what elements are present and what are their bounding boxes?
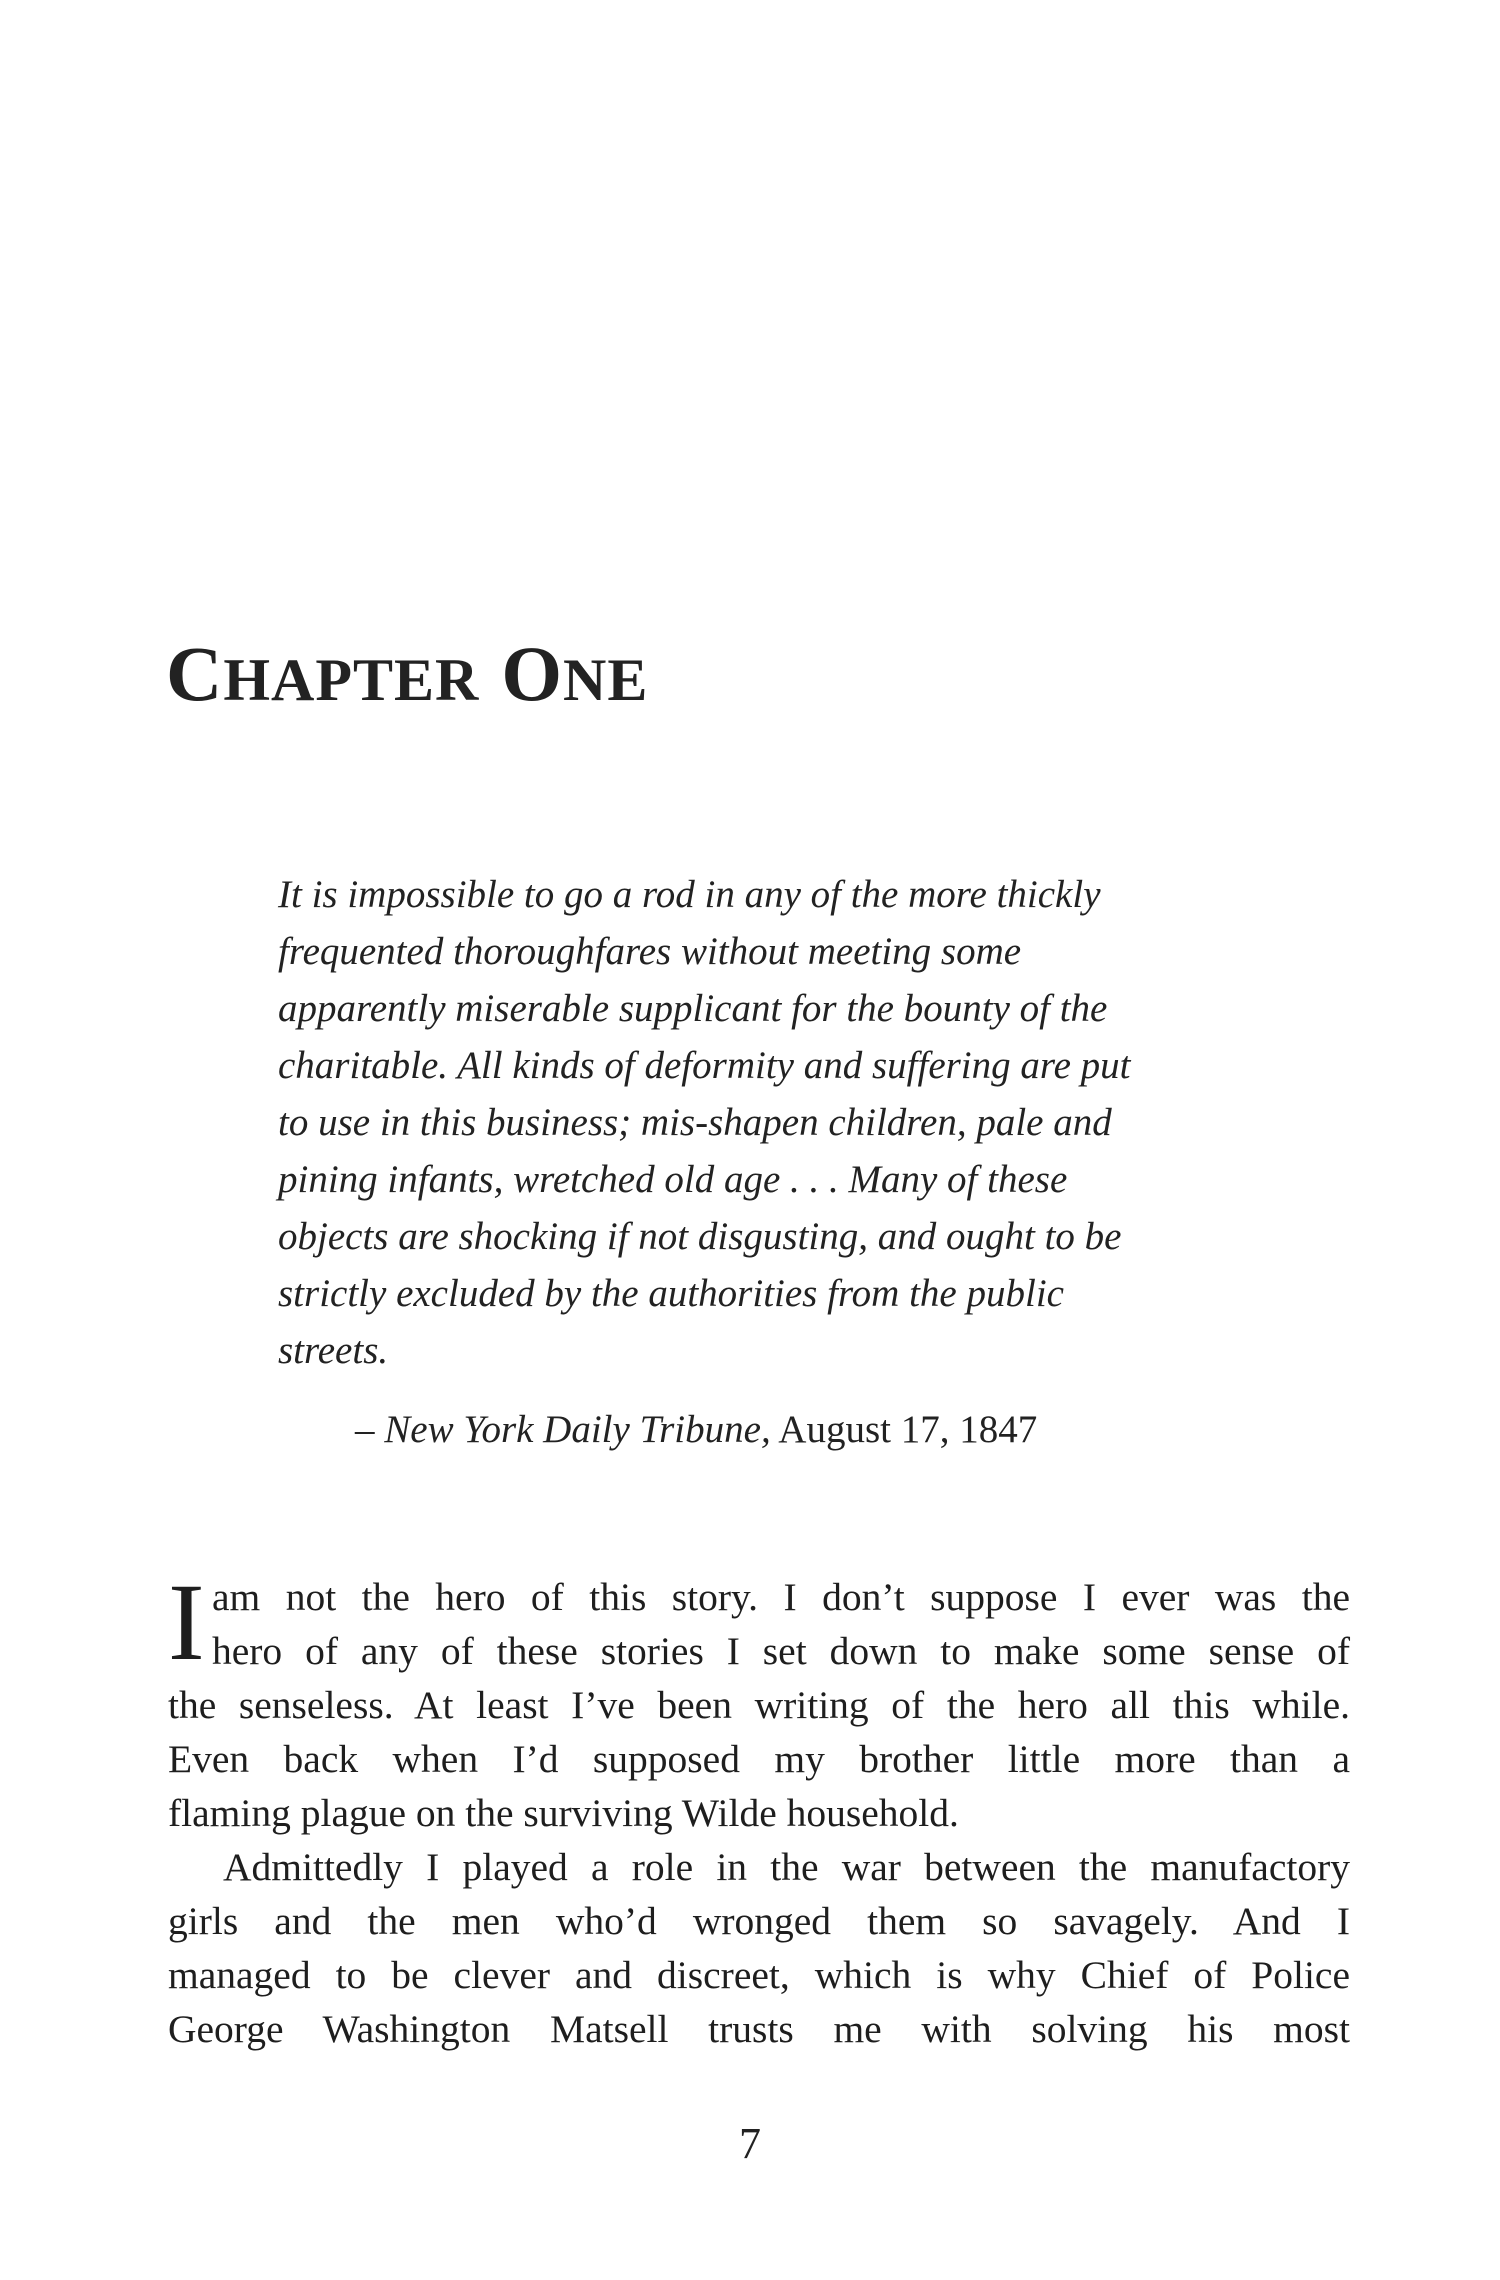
body-line: Admittedly I played a role in the war between the manufactory [223, 1845, 1350, 1889]
page-number: 7 [739, 2119, 761, 2168]
body-line: am not the hero of this story. I don’t suppose I ever was the [212, 1575, 1350, 1619]
drop-cap: I [168, 1561, 205, 1683]
epigraph-line: to use in this business; mis-shapen children, pale and [278, 1101, 1112, 1144]
epigraph-line: It is impossible to go a rod in any of the more thickly [278, 873, 1101, 916]
epigraph-line: pining infants, wretched old age . . . Many of these [278, 1158, 1068, 1201]
attribution-date: August 17, 1847 [770, 1408, 1038, 1451]
attribution-dash: – [355, 1408, 385, 1451]
epigraph-line: streets. [278, 1329, 389, 1372]
chapter-title-word1: HAPTER [223, 647, 480, 713]
chapter-title [166, 630, 649, 717]
epigraph-line: objects are shocking if not disgusting, and ought to be [278, 1215, 1122, 1258]
body-line: Even back when I’d supposed my brother little more than a [168, 1737, 1350, 1781]
epigraph-line: strictly excluded by the authorities from the public [278, 1272, 1064, 1315]
epigraph [278, 866, 1238, 1379]
chapter-title-word2: NE [563, 647, 649, 713]
chapter-title-initial: C [166, 630, 224, 717]
chapter-title-initial-2: O [501, 630, 564, 717]
body-line: girls and the men who’d wronged them so savagely. And I [168, 1899, 1350, 1943]
paragraph-1 [168, 1561, 1350, 1840]
epigraph-line: apparently miserable supplicant for the bounty of the [278, 987, 1108, 1030]
body-line: the senseless. At least I’ve been writing of the hero all this while. [168, 1683, 1350, 1727]
paragraph-2 [168, 1840, 1350, 2056]
epigraph-line: charitable. All kinds of deformity and suffering are put [278, 1044, 1131, 1087]
attribution-source: New York Daily Tribune, [384, 1408, 771, 1451]
epigraph-attribution [355, 1401, 1037, 1458]
body-line: George Washington Matsell trusts me with solving his most [168, 2007, 1350, 2051]
body-line: managed to be clever and discreet, which is why Chief of Police [168, 1953, 1350, 1997]
epigraph-line: frequented thoroughfares without meeting some [278, 930, 1022, 973]
body-text [168, 1561, 1350, 2056]
body-line: hero of any of these stories I set down to make some sense of [212, 1629, 1350, 1673]
body-line: flaming plague on the surviving Wilde household. [168, 1791, 959, 1835]
